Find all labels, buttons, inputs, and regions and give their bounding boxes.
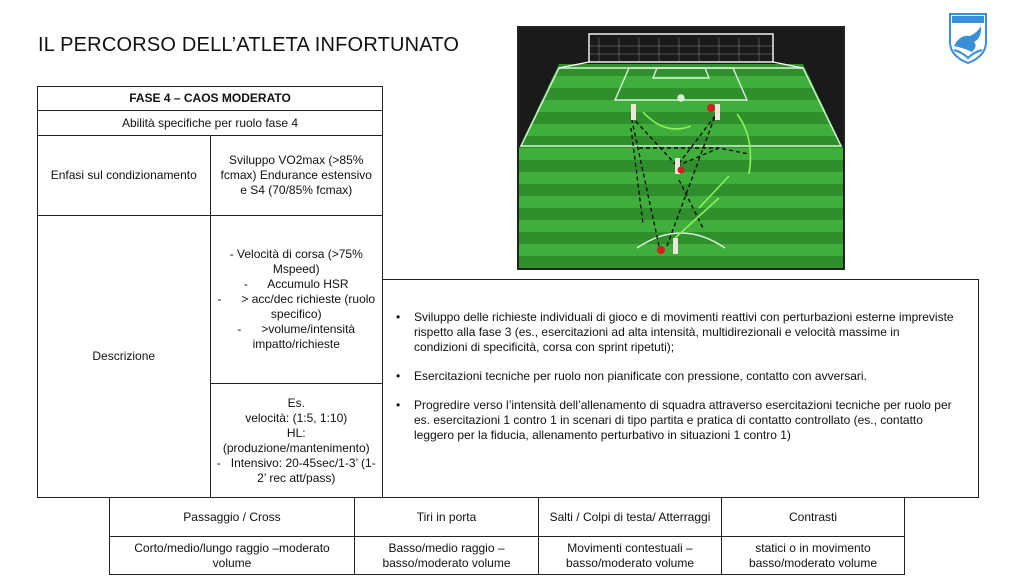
skills-header: Tiri in porta [355,498,539,537]
skills-value: Corto/medio/lungo raggio –moderato volume [110,537,355,575]
bullet-item: • Esercitazioni tecniche per ruolo non pianificate con pressione, contatto con avversari. [390,369,956,384]
skills-table [109,497,905,575]
description-item: - >volume/intensità impatto/richieste [237,322,359,352]
drill-pitch-image [517,26,845,270]
example-item: velocità: (1:5, 1:10) [245,410,348,425]
skills-header: Passaggio / Cross [110,498,355,537]
description-items [210,215,383,383]
pitch-drawing [519,28,843,268]
conditioning-value: Sviluppo VO2max (>85% fcmax) Endurance estensivo e S4 (70/85% fcmax) [210,136,383,216]
page-title: IL PERCORSO DELL’ATLETA INFORTUNATO [38,34,460,56]
example-item: Es. [287,395,305,410]
conditioning-label: Enfasi sul condizionamento [38,136,211,216]
description-item: - > acc/dec richieste (ruolo specifico) [217,292,379,322]
phase-subheader: Abilità specifiche per ruolo fase 4 [38,111,383,136]
example-item: HL: (produzione/mantenimento) [222,425,370,455]
skills-value: statici o in movimento basso/moderato volume [722,537,905,575]
phase-header: FASE 4 – CAOS MODERATO [38,87,383,111]
description-item: - Velocità di corsa (>75% Mspeed) [229,247,363,277]
skills-value: Basso/medio raggio – basso/moderato volume [355,537,539,575]
description-item: - Accumulo HSR [243,277,349,292]
skills-header: Contrasti [722,498,905,537]
phase-table [37,86,383,498]
description-label: Descrizione [38,215,211,497]
bullet-item: • Progredire verso l’intensità dell’allenamento di squadra attraverso esercitazioni tecniche per ruolo per es. esercitazioni 1 contro 1 in scenari di tipo partita e pratica di contatto controllato (es., contatto leggero per la fiducia, allenamento perturbativo in situazioni 1 contro 1) [390,398,956,443]
example-item: - Intensivo: 20-45sec/1-3’ (1-2’ rec att/pass) [216,455,376,485]
club-logo [948,12,988,64]
bullet-item: • Sviluppo delle richieste individuali di gioco e di movimenti reattivi con perturbazioni esterne impreviste rispetto alla fase 3 (es., esercitazioni ad alta intensità, multidirezionali e velocità massime in condizioni di specificità, corsa con sprint ripetuti); [390,310,956,355]
skills-header: Salti / Colpi di testa/ Atterraggi [539,498,722,537]
description-bullets [390,310,956,443]
description-box [382,279,979,498]
skills-value: Movimenti contestuali – basso/moderato volume [539,537,722,575]
example-items [210,384,383,498]
